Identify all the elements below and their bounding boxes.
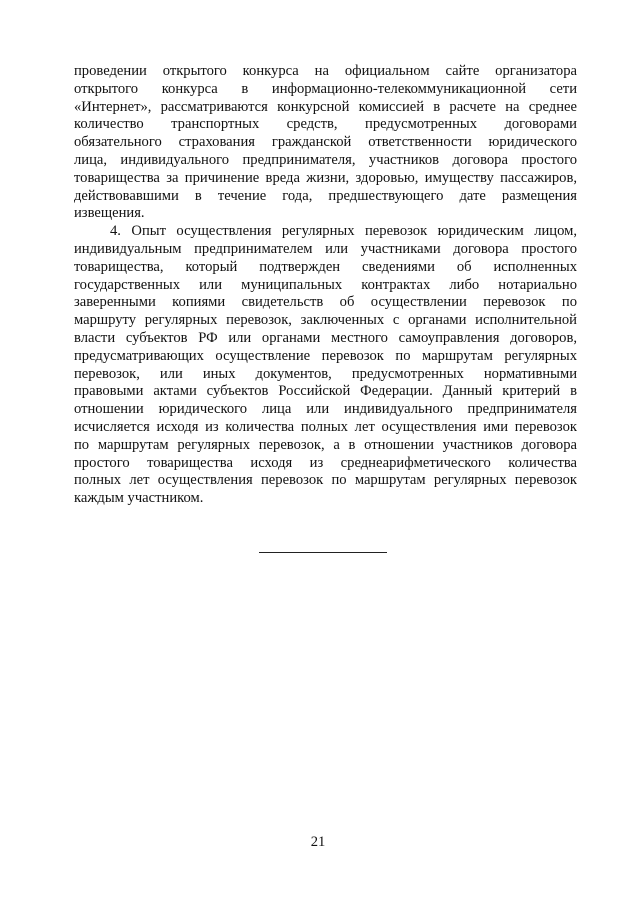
end-divider: [259, 552, 387, 553]
text-line: обязательного страхования гражданской ответственности юридического: [74, 134, 577, 151]
text-line: заверенными копиями свидетельств об осуществлении перевозок по: [74, 294, 577, 311]
text-line: товарищества за причинение вреда жизни, здоровью, имуществу пассажиров,: [74, 169, 577, 186]
text-line: товарищества, который подтвержден сведениями об исполненных: [74, 258, 577, 275]
page-number: 21: [310, 834, 326, 850]
text-line: «Интернет», рассматриваются конкурсной комиссией в расчете на среднее: [74, 98, 577, 115]
text-line: правовыми актами субъектов Российской Федерации. Данный критерий в: [74, 383, 577, 400]
text-line: проведении открытого конкурса на официальном сайте организатора: [74, 63, 577, 79]
text-line: власти субъектов РФ или органами местного самоуправления договоров,: [74, 329, 577, 346]
item-4-paragraph: [74, 223, 577, 508]
text-line: простого товарищества исходя из среднеарифметического количества: [74, 454, 577, 471]
text-line: количество транспортных средств, предусмотренных договорами: [74, 116, 577, 133]
text-line: извещения.: [74, 205, 145, 222]
text-line: маршруту регулярных перевозок, заключенных с органами исполнительной: [74, 312, 577, 329]
text-line: по маршрутам регулярных перевозок, а в отношении участников договора: [74, 436, 577, 453]
continuation-paragraph: [74, 63, 577, 223]
text-line: перевозок, или иных документов, предусмотренных нормативными: [74, 365, 577, 382]
text-line: 4. Опыт осуществления регулярных перевозок юридическим лицом,: [110, 223, 577, 240]
text-line: лица, индивидуального предпринимателя, участников договора простого: [74, 151, 577, 168]
text-line: открытого конкурса в информационно-телекоммуникационной сети: [74, 80, 577, 97]
text-line: государственных или муниципальных контрактах либо нотариально: [74, 276, 577, 293]
text-line: полных лет осуществления перевозок по маршрутам регулярных перевозок: [74, 472, 577, 489]
text-line: индивидуальным предпринимателем или участниками договора простого: [74, 240, 577, 257]
text-line: предусматривающих осуществление перевозок по маршрутам регулярных: [74, 347, 577, 364]
text-line: исчисляется исходя из количества полных лет осуществления ими перевозок: [74, 418, 577, 435]
text-line: действовавшими в течение года, предшествующего дате размещения: [74, 187, 577, 204]
body-text: [74, 63, 577, 508]
text-line: отношении юридического лица или индивидуального предпринимателя: [74, 401, 577, 418]
text-line: каждым участником.: [74, 490, 204, 507]
